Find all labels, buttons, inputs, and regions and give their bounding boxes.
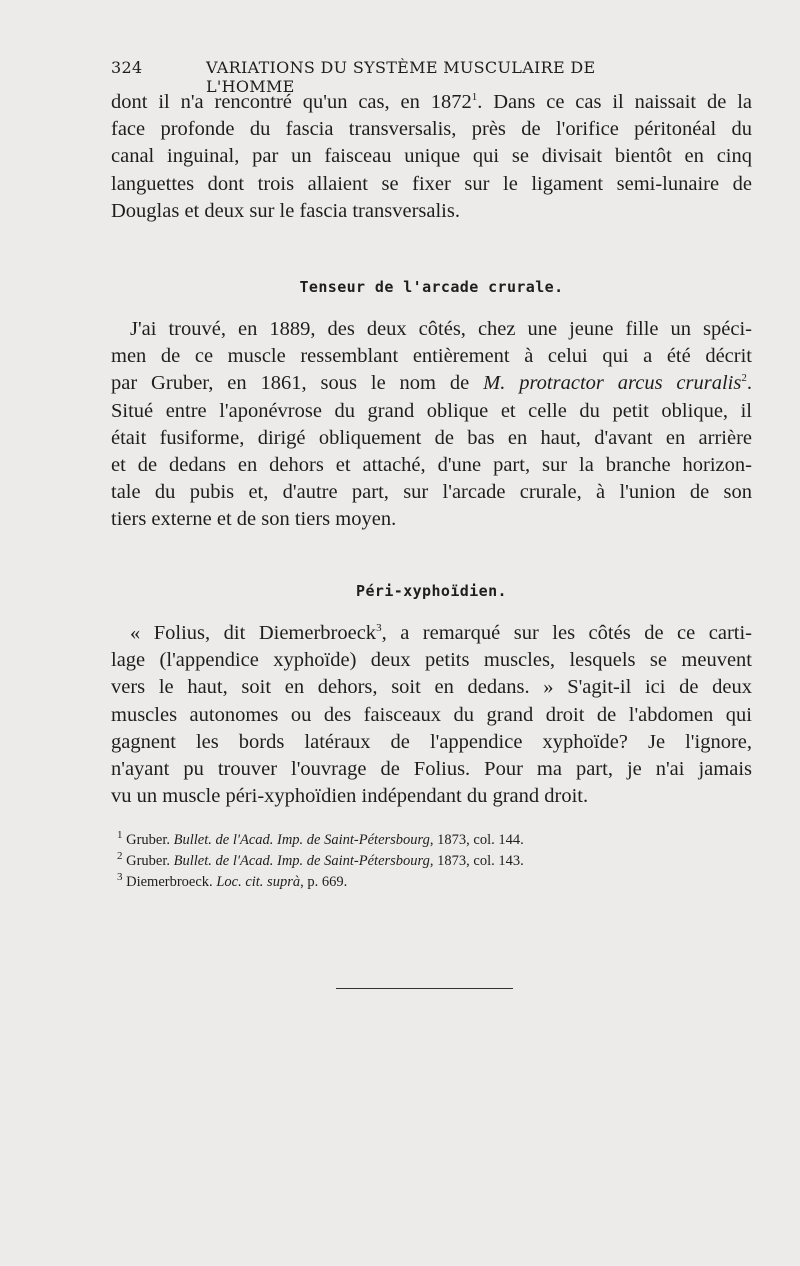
text-line: vers le haut, soit en dehors, soit en dedans. » S'agit-il ici de deux: [111, 676, 752, 699]
text-line: vu un muscle péri-xyphoïdien indépendant du grand droit.: [111, 785, 589, 808]
text-line: n'ayant pu trouver l'ouvrage de Folius. Pour ma part, je n'ai jamais: [111, 758, 752, 781]
text-line: Situé entre l'aponévrose du grand oblique et celle du petit oblique, il: [111, 399, 752, 422]
footnote: $^3$ Diemerbroeck. Loc. cit. suprà, p. 669.: [117, 871, 348, 890]
running-title: VARIATIONS DU SYSTÈME MUSCULAIRE DE L'HOMME: [206, 58, 596, 96]
text-line: gagnent les bords latéraux de l'appendice xyphoïde? Je l'ignore,: [111, 730, 752, 753]
text-line: « Folius, dit Diemerbroeck$^3$, a remarqué sur les côtés de ce carti-: [130, 622, 752, 644]
paragraph-peri-xyphoidien: [111, 620, 752, 810]
footnote: $^1$ Gruber. Bullet. de l'Acad. Imp. de Saint-Pétersbourg, 1873, col. 144.: [117, 829, 524, 848]
page-number: 324: [111, 58, 143, 77]
footnote: $^2$ Gruber. Bullet. de l'Acad. Imp. de Saint-Pétersbourg, 1873, col. 143.: [117, 850, 524, 869]
text-line: et de dedans en dehors et attaché, d'une part, sur la branche horizon-: [111, 454, 752, 477]
paragraph-tenseur: [111, 316, 752, 534]
intro-line: dont il n'a rencontré qu'un cas, en 1872$^1$. Dans ce cas il naissait de la: [111, 91, 752, 113]
intro-paragraph: [111, 89, 752, 225]
text-line: par Gruber, en 1861, sous le nom de M. protractor arcus cruralis$^2$.: [111, 372, 752, 395]
text-line: J'ai trouvé, en 1889, des deux côtés, chez une jeune fille un spéci-: [130, 318, 752, 340]
text-line: men de ce muscle ressemblant entièrement à celui qui a été décrit: [111, 345, 752, 368]
text-line: tale du pubis et, d'autre part, sur l'arcade crurale, à l'union de son: [111, 481, 752, 504]
text-line: muscles autonomes ou des faisceaux du grand droit de l'abdomen qui: [111, 703, 752, 726]
section-heading-tenseur: Tenseur de l'arcade crurale.: [299, 278, 564, 296]
footnotes: [117, 830, 717, 893]
end-rule: [336, 988, 513, 989]
intro-line: Douglas et deux sur le fascia transversalis.: [111, 199, 460, 222]
intro-line: canal inguinal, par un faisceau unique qui se divisait bientôt en cinq: [111, 145, 752, 168]
text-line: lage (l'appendice xyphoïde) deux petits muscles, lesquels se meuvent: [111, 649, 752, 672]
section-heading-peri-xyphoidien: Péri-xyphoïdien.: [356, 582, 507, 600]
latin-term: M. protractor arcus cruralis: [483, 372, 742, 395]
running-header: [111, 58, 656, 96]
intro-line: languettes dont trois allaient se fixer sur le ligament semi-lunaire de: [111, 172, 752, 195]
text-line: était fusiforme, dirigé obliquement de bas en haut, d'avant en arrière: [111, 426, 752, 449]
intro-line: face profonde du fascia transversalis, près de l'orifice péritonéal du: [111, 118, 752, 141]
text-line: tiers externe et de son tiers moyen.: [111, 508, 397, 531]
